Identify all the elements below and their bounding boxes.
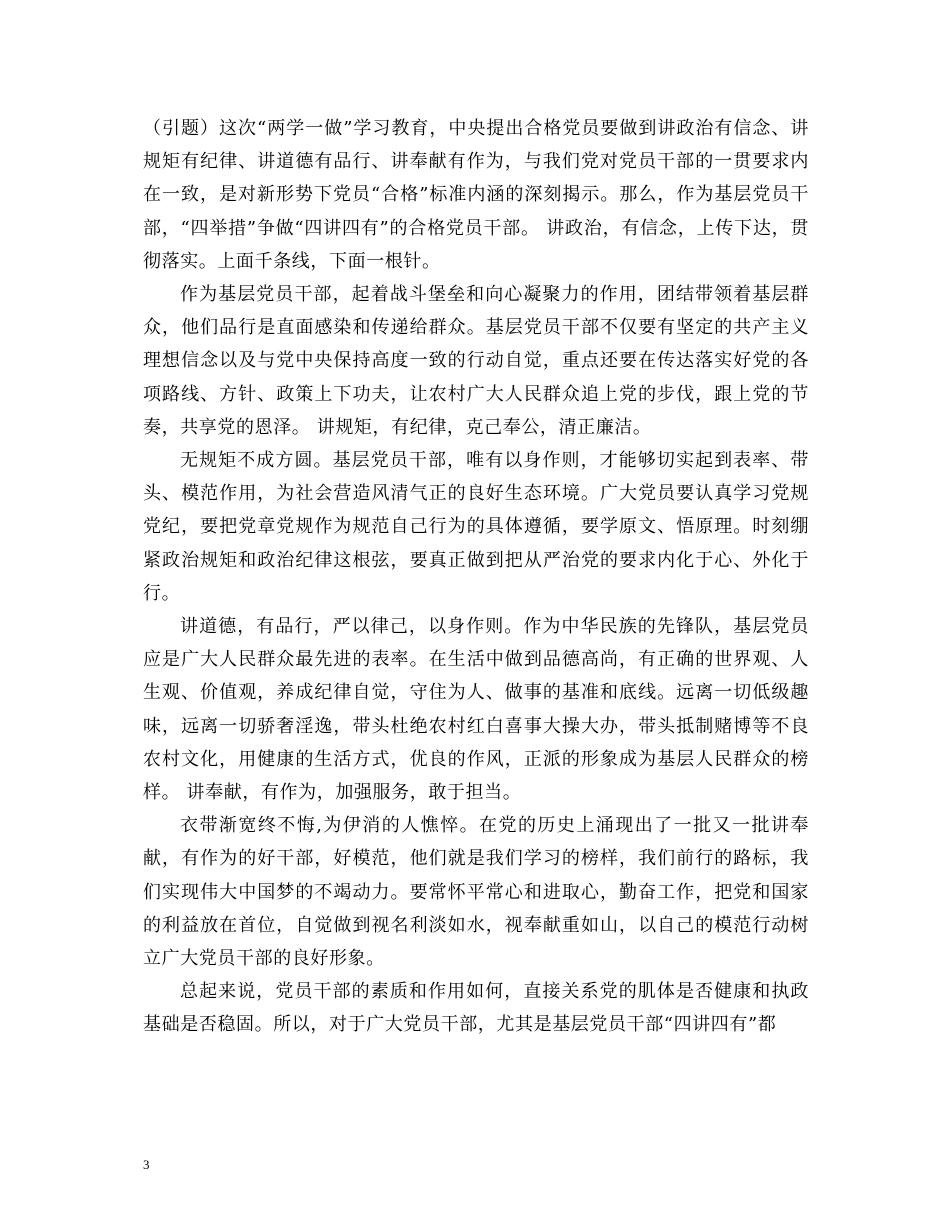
- paragraph-rules: 无规矩不成方圆。基层党员干部，唯有以身作则，才能够切实起到表率、带头、模范作用，为社会营造风清气正的良好生态环境。广大党员要认真学习党规党纪，要把党章党规作为规范自己行为的具体遵循，要学原文、悟原理。时刻绷紧政治规矩和政治纪律这根弦，要真正做到把从严治党的要求内化于心、外化于行。: [143, 450, 809, 604]
- paragraph-political: 作为基层党员干部，起着战斗堡垒和向心凝聚力的作用，团结带领着基层群众，他们品行是直面感染和传递给群众。基层党员干部不仅要有坚定的共产主义理想信念以及与党中央保持高度一致的行动自觉，重点还要在传达落实好党的各项路线、方针、政策上下功夫，让农村广大人民群众追上党的步伐，跟上党的节奏，共享党的恩泽。 讲规矩，有纪律，克己奉公，清正廉洁。: [143, 284, 809, 438]
- paragraph-conclusion: 总起来说，党员干部的素质和作用如何，直接关系党的肌体是否健康和执政基础是否稳固。所以，对于广大党员干部，尤其是基层党员干部“四讲四有”都: [143, 981, 809, 1036]
- paragraph-dedication: 衣带渐宽终不悔,为伊消的人憔悴。在党的历史上涌现出了一批又一批讲奉献，有作为的好干部，好模范，他们就是我们学习的榜样，我们前行的路标，我们实现伟大中国梦的不竭动力。要常怀平常心和进取心，勤奋工作，把党和国家的利益放在首位，自觉做到视名利淡如水，视奉献重如山，以自己的模范行动树立广大党员干部的良好形象。: [143, 815, 809, 970]
- document-body: [143, 112, 809, 1042]
- paragraph-intro: （引题）这次“两学一做”学习教育，中央提出合格党员要做到讲政治有信念、讲规矩有纪律、讲道德有品行、讲奉献有作为，与我们党对党员干部的一贯要求内在一致，是对新形势下党员“合格”标准内涵的深刻揭示。那么，作为基层党员干部，“四举措”争做“四讲四有”的合格党员干部。 讲政治，有信念，上传下达，贯彻落实。上面千条线，下面一根针。: [143, 118, 809, 272]
- paragraph-morality: 讲道德，有品行，严以律己，以身作则。作为中华民族的先锋队，基层党员应是广大人民群众最先进的表率。在生活中做到品德高尚，有正确的世界观、人生观、价值观，养成纪律自觉，守住为人、做事的基准和底线。远离一切低级趣味，远离一切骄奢淫逸，带头杜绝农村红白喜事大操大办，带头抵制赌博等不良农村文化，用健康的生活方式，优良的作风，正派的形象成为基层人民群众的榜样。 讲奉献，有作为，加强服务，敢于担当。: [143, 616, 809, 804]
- page-number: 3: [143, 1157, 150, 1172]
